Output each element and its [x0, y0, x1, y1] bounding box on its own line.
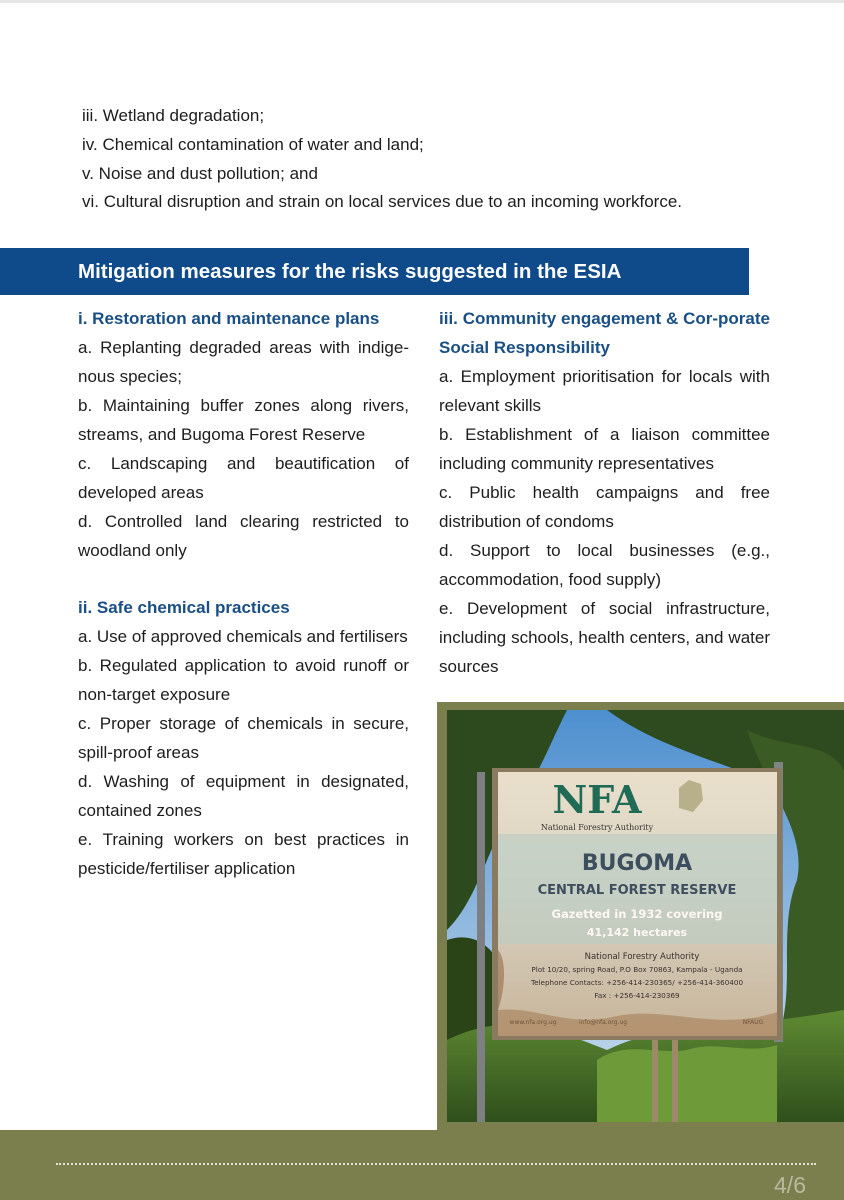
sign-subtitle: CENTRAL FOREST RESERVE [537, 883, 737, 898]
risk-item: v. Noise and dust pollution; and [82, 163, 318, 183]
community-item: d. Support to local businesses (e.g., accommodation, food supply) [439, 541, 770, 589]
restoration-item: c. Landscaping and beautification of developed areas [78, 454, 409, 502]
sign-telephone: Telephone Contacts: +256-414-230365/ +256-414-360400 [530, 978, 744, 987]
top-rule [0, 0, 844, 3]
restoration-item: b. Maintaining buffer zones along rivers, streams, and Bugoma Forest Reserve [78, 396, 409, 444]
risk-list [82, 102, 682, 217]
community-item: e. Development of social infrastructure, including schools, health centers, and water sources [439, 599, 770, 676]
left-column [78, 304, 409, 883]
footer-divider [56, 1163, 816, 1165]
sign-web: www.nfa.org.ug [509, 1019, 557, 1026]
sign-footer-authority: National Forestry Authority [584, 952, 700, 962]
forest-sign-photo [447, 710, 844, 1122]
restoration-item: d. Controlled land clearing restricted to woodland only [78, 512, 409, 560]
community-item: b. Establishment of a liaison committee including community representatives [439, 425, 770, 473]
restoration-item: a. Replanting degraded areas with indige-nous species; [78, 338, 409, 386]
chemical-item: e. Training workers on best practices in pesticide/fertiliser application [78, 830, 409, 878]
community-heading: iii. Community engagement & Cor-porate Social Responsibility [439, 309, 770, 357]
sign-logo: NFA [552, 777, 642, 822]
risk-item: iii. Wetland degradation; [82, 106, 265, 125]
chemical-heading: ii. Safe chemical practices [78, 598, 290, 617]
sign-address: Plot 10/20, spring Road, P.O Box 70863, Kampala - Uganda [531, 965, 743, 974]
community-item: c. Public health campaigns and free distribution of condoms [439, 483, 770, 531]
section-title: Mitigation measures for the risks suggested in the ESIA [0, 248, 749, 295]
sign-tag: NFAUG [742, 1019, 764, 1026]
chemical-item: a. Use of approved chemicals and fertilisers [78, 627, 408, 646]
sign-fax: Fax : +256-414-230369 [594, 991, 680, 1000]
restoration-heading: i. Restoration and maintenance plans [78, 309, 380, 328]
risk-item: vi. Cultural disruption and strain on local services due to an incoming workforce. [82, 192, 683, 212]
risk-item: iv. Chemical contamination of water and land; [82, 134, 424, 154]
sign-email: info@nfa.org.ug [578, 1019, 628, 1026]
sign-name: BUGOMA [581, 851, 693, 876]
chemical-item: b. Regulated application to avoid runoff or non-target exposure [78, 656, 409, 704]
chemical-item: d. Washing of equipment in designated, contained zones [78, 772, 409, 820]
sign-area: 41,142 hectares [586, 926, 688, 939]
chemical-item: c. Proper storage of chemicals in secure, spill-proof areas [78, 714, 409, 762]
sign-authority: National Forestry Authority [540, 823, 654, 832]
photo-frame [437, 702, 844, 1130]
community-item: a. Employment prioritisation for locals with relevant skills [439, 367, 770, 415]
right-column [439, 304, 770, 681]
sign-gazetted: Gazetted in 1932 covering [551, 907, 723, 921]
footer-band [0, 1130, 844, 1200]
page-number: 4/6 [774, 1172, 806, 1198]
